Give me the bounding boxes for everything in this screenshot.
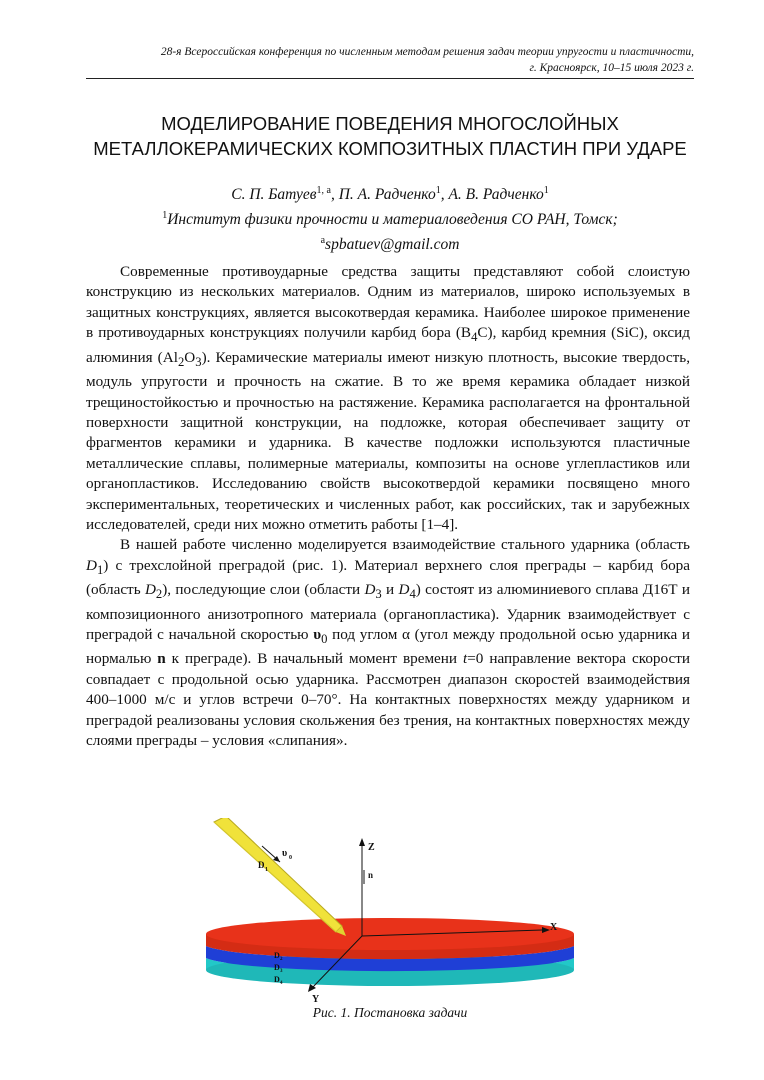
label-d3: D: [274, 963, 280, 972]
p2-domain-d1-sub: 1: [96, 562, 104, 577]
label-z: Z: [368, 842, 375, 853]
p2-text-6: под углом α (угол между продольной осью ударника и нормалью: [86, 626, 690, 668]
author-3-sup: 1: [543, 185, 549, 196]
p1-text-4: ). Керамические материалы имеют низкую плотность, высокие твердость, модуль упругости и прочность на сжатие. В то же время керамика обладает низкой трещиностойкостью и прочностью на растяжение. Керамика располагается на фронтальной поверхности защитной конструкции, на подложке, которая обеспечивает защиту от фрагментов керамики и ударника. В качестве подложки используются пластичные металлические сплавы, полимерные материалы, композиты на основе углепластиков или органопластиков. Исследованию свойств высокотвердой керамики посвящено много экспериментальных, теоретических и численных работ, как российских, так и зарубежных исследователей, среди них можно отметить работы [1–4].: [86, 348, 691, 533]
p1-text-2: C), карбид кремния (SiC), оксид алюминия (Al: [86, 324, 690, 366]
body-text: [86, 262, 690, 752]
label-d4: D: [274, 975, 280, 984]
p2-time-symbol: t: [463, 650, 468, 668]
p2-text-3: ), последующие слои (области: [162, 581, 365, 599]
author-1-sup: 1, a: [316, 185, 331, 196]
label-d1-sub: 1: [265, 867, 268, 873]
email-line: [86, 230, 694, 255]
plate-ceramic-layer: [206, 918, 574, 959]
p2-domain-d4: D: [398, 581, 410, 599]
p2-velocity-sub: 0: [321, 632, 328, 647]
affiliation: [86, 205, 694, 230]
p2-domain-d1: D: [86, 556, 97, 574]
header-rule: [86, 78, 694, 79]
figure-caption: Рис. 1. Постановка задачи: [312, 1005, 468, 1020]
author-list: С. П. Батуев$^{1, a}$, П. А. Радченко$^1$, А. В. Радченко$^1$: [231, 185, 549, 204]
label-d4-sub: 4: [280, 981, 283, 986]
label-normal: n: [368, 870, 374, 880]
impactor: [214, 818, 346, 936]
p2-velocity-symbol: υ: [313, 626, 322, 644]
p2-domain-d2-sub: 2: [155, 587, 163, 602]
p2-domain-d3: D: [364, 581, 376, 599]
author-1: С. П. Батуев: [231, 186, 317, 204]
label-x: X: [550, 922, 558, 933]
affiliation-text: Институт физики прочности и материаловедения СО РАН, Томск;: [167, 211, 618, 229]
conference-header: [86, 44, 694, 76]
label-velocity-sub: 0: [289, 855, 292, 861]
email-sup: a: [320, 235, 326, 247]
paragraph-1: [86, 262, 690, 535]
label-velocity: υ: [282, 848, 288, 859]
header-line-1: 28-я Всероссийская конференция по численным методам решения задач теории упругости и пластичности,: [160, 46, 694, 58]
title-line-2: МЕТАЛЛОКЕРАМИЧЕСКИХ КОМПОЗИТНЫХ ПЛАСТИН ПРИ УДАРЕ: [93, 138, 687, 159]
authors-block: [86, 180, 694, 255]
p1-sub-1: 4: [471, 330, 478, 345]
author-2: П. А. Радченко: [338, 186, 436, 204]
title-line-1: МОДЕЛИРОВАНИЕ ПОВЕДЕНИЯ МНОГОСЛОЙНЫХ: [161, 113, 619, 134]
p1-text-3: O: [184, 348, 196, 366]
p2-text-4: и: [381, 581, 399, 599]
author-3: А. В. Радченко: [448, 186, 544, 204]
paper-title: [86, 111, 694, 161]
p2-text-8: =0 направление вектора скорости совпадает с продольной осью ударника. Рассмотрен диапазон скоростей взаимодействия 400–1000 м/с и углов встречи 0–70°. На контактных поверхностях между ударником и преградой реализованы условия скольжения без трения, на контактных поверхностях между слоями преграды – условия «слипания».: [86, 650, 690, 750]
affiliation-sup: 1: [162, 210, 168, 222]
p2-text-7: к преграде). В начальный момент времени: [165, 650, 463, 668]
label-d3-sub: 3: [280, 969, 283, 974]
p1-sub-2: 2: [177, 354, 185, 369]
email-link[interactable]: spbatuev@gmail.com: [325, 236, 460, 254]
label-y: Y: [312, 994, 320, 1005]
p2-domain-d3-sub: 3: [375, 587, 382, 602]
p2-text-5: ) состоят из алюминиевого сплава Д16Т и композиционного анизотропного материала (органопластика). Ударник взаимодействует с преградой с начальной скоростью: [86, 581, 690, 644]
p2-domain-d4-sub: 4: [409, 587, 416, 602]
label-d2-sub: 2: [280, 957, 283, 962]
p2-text-1: В нашей работе численно моделируется взаимодействие стального ударника (область: [120, 536, 690, 554]
label-d1: D: [258, 860, 265, 870]
p1-sub-3: 3: [195, 354, 202, 369]
p2-normal-symbol: n: [157, 650, 166, 668]
header-line-2: г. Красноярск, 10–15 июля 2023 г.: [529, 62, 694, 74]
label-d2: D: [274, 951, 280, 960]
paragraph-2: [86, 535, 690, 751]
problem-setup-figure: [200, 818, 580, 1008]
author-2-sup: 1: [435, 185, 441, 196]
p1-text-1: Современные противоударные средства защиты представляют собой слоистую конструкцию из нескольких материалов. Одним из материалов, широко используемых в защитных конструкциях, является высокотвердая керамика. Наиболее широкое применение в противоударных конструкциях получили карбид бора (B: [86, 263, 690, 342]
p2-domain-d2: D: [144, 581, 156, 599]
p2-text-2: ) с трехслойной преградой (рис. 1). Материал верхнего слоя преграды – карбид бора (область: [86, 556, 690, 599]
